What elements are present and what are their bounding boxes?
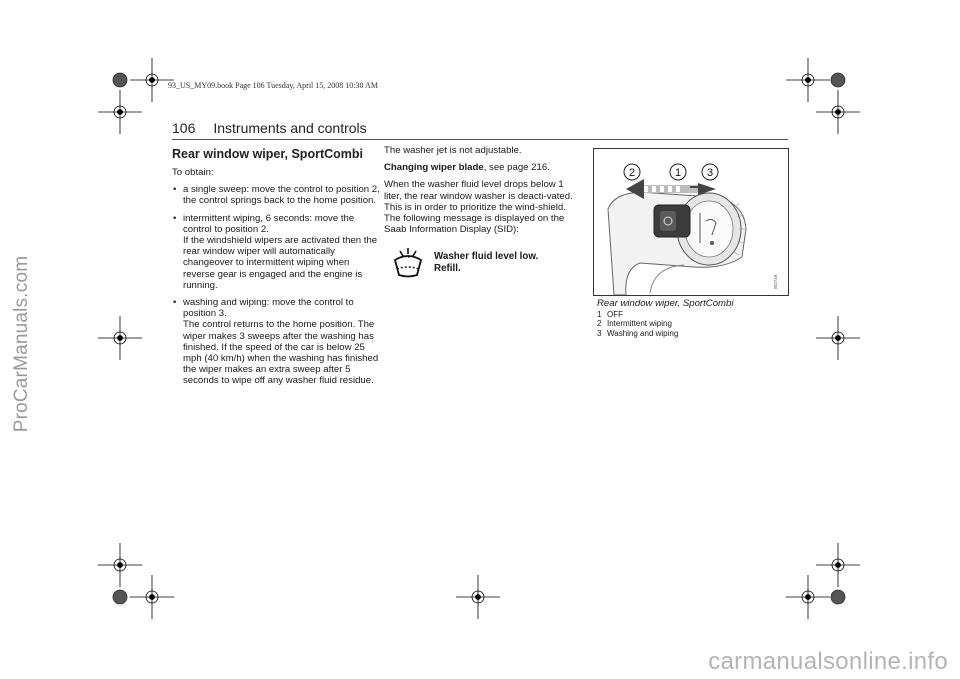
callout-1: 1 xyxy=(674,167,682,179)
registration-mark xyxy=(150,595,155,600)
wiper-blade-link: Changing wiper blade xyxy=(384,162,484,174)
registration-mark xyxy=(113,590,127,604)
legend-item: 3 Washing and wiping xyxy=(597,328,679,338)
column-middle xyxy=(384,145,580,274)
header-rule xyxy=(172,139,788,140)
figure-caption xyxy=(597,298,787,338)
registration-mark xyxy=(806,595,811,600)
registration-mark xyxy=(836,336,841,341)
registration-mark xyxy=(831,590,845,604)
registration-mark xyxy=(113,73,127,87)
list-item: • a single sweep: move the control to position 2, the control springs back to the home position. xyxy=(173,184,380,207)
section-title: Instruments and controls xyxy=(213,120,367,136)
registration-mark xyxy=(118,336,123,341)
column-left xyxy=(172,145,380,393)
registration-mark xyxy=(118,563,123,568)
instruction-list xyxy=(172,184,380,386)
callout-2: 2 xyxy=(628,167,636,179)
caption-title: Rear window wiper, SportCombi xyxy=(597,298,734,309)
page-number: 106 xyxy=(172,120,196,136)
intro-text: To obtain: xyxy=(172,167,214,178)
registration-mark xyxy=(150,78,155,83)
registration-mark xyxy=(831,73,845,87)
legend-item: 1 OFF xyxy=(597,310,623,319)
figure-code: IB2749 xyxy=(773,274,778,289)
registration-mark xyxy=(806,78,811,83)
list-item: • washing and wiping: move the control to position 3. The control returns to the home position. The wiper makes 3 sweeps after the washing has finished. If the speed of the car is below 25 mph (40 km/h) when the washing has finished the wiper makes an extra sweep after 5 seconds to wipe off any washer fluid residue. xyxy=(173,297,379,387)
sid-message: Washer fluid level low. Refill. xyxy=(434,251,539,274)
registration-mark xyxy=(836,563,841,568)
side-watermark: ProCarManuals.com xyxy=(11,255,32,433)
legend-item: 2 Intermittent wiping xyxy=(597,319,672,329)
registration-mark xyxy=(836,110,841,115)
fluid-level-text: When the washer fluid level drops below 1 liter, the rear window washer is deacti-vated. This is in order to prioritize the wind-shield. The following message is displayed on the Saab Information Display (SID): xyxy=(384,179,573,236)
page-header xyxy=(172,120,367,136)
washer-jet-text: The washer jet is not adjustable. xyxy=(384,145,522,156)
registration-mark xyxy=(118,110,123,115)
section-heading: Rear window wiper, SportCombi xyxy=(172,147,363,161)
washer-fluid-icon xyxy=(392,245,424,279)
bottom-watermark: carmanualsonline.info xyxy=(708,648,948,675)
list-item: • intermittent wiping, 6 seconds: move the control to position 2. If the windshield wipers are activated then the rear window wiper will automatically changeover to intermittent wiping when reverse gear is engaged and the engine is running. xyxy=(173,212,378,291)
print-info: 93_US_MY09.book Page 106 Tuesday, April 15, 2008 10:30 AM xyxy=(168,81,378,90)
wiper-blade-text: Changing wiper blade, see page 216. xyxy=(384,162,550,174)
callout-3: 3 xyxy=(706,167,714,179)
registration-mark xyxy=(476,595,481,600)
wiper-control-illustration xyxy=(593,148,789,296)
